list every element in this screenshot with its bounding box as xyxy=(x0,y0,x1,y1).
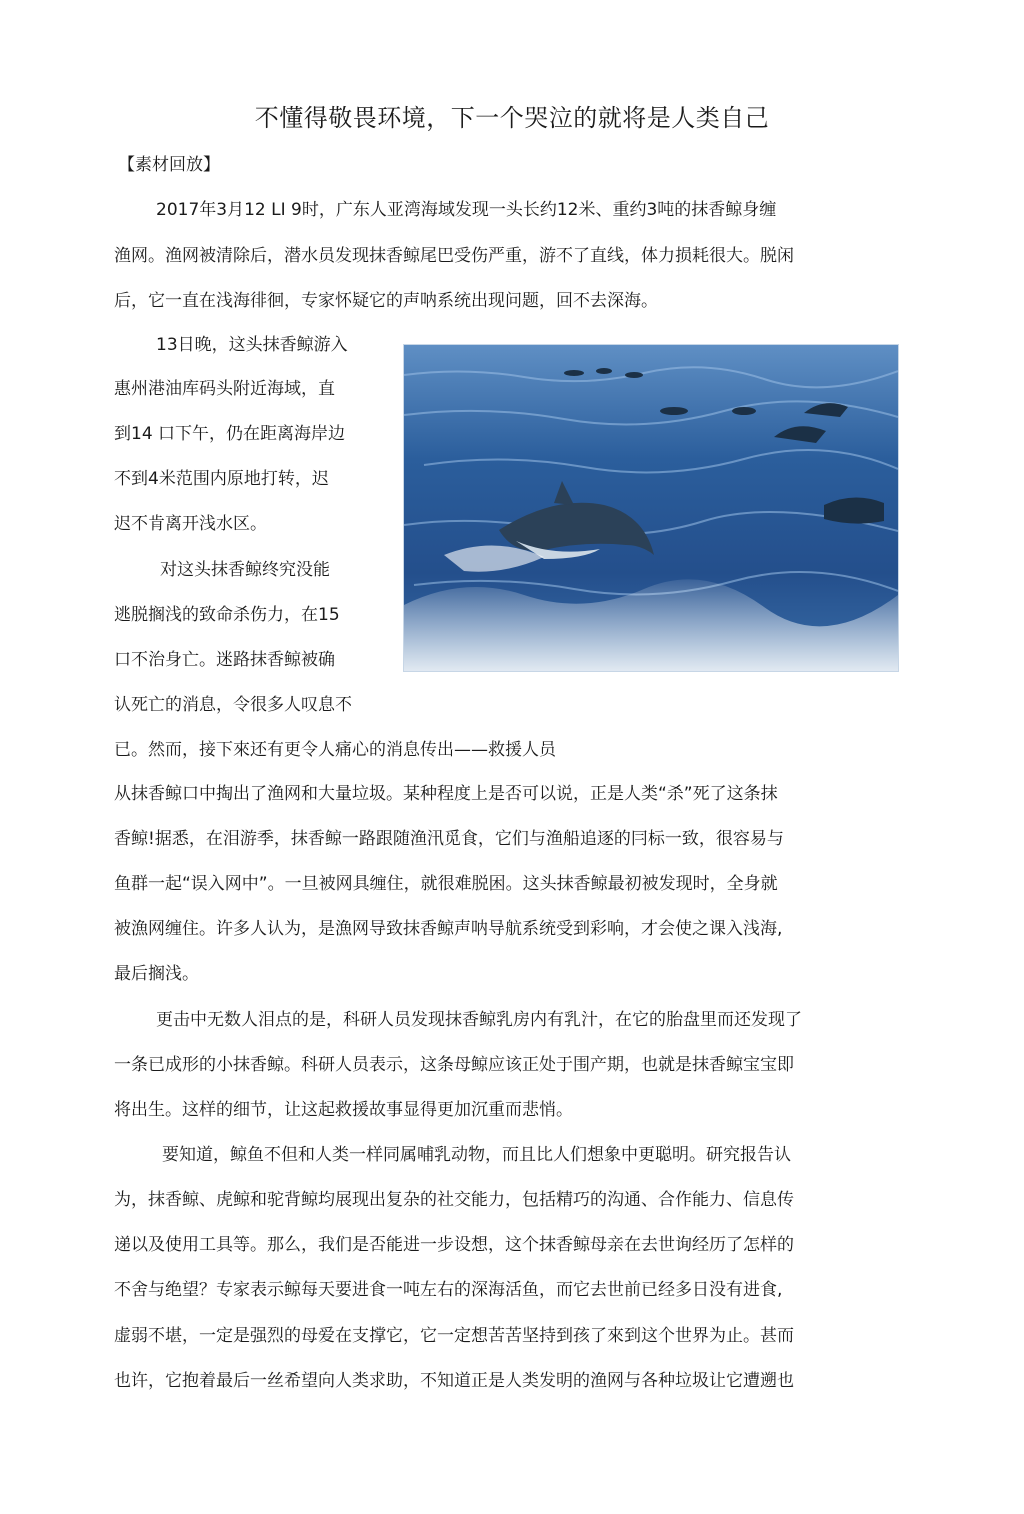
text-line: 为，抹香鲸、虎鲸和驼背鲸均展现出复杂的社交能力，包括精巧的沟通、合作能力、信息传 xyxy=(114,1190,794,1210)
text-line: 到14 口下午，仍在距离海岸边 xyxy=(114,424,346,444)
text-line: 不舍与绝望？专家表示鲸每天要进食一吨左右的深海活鱼，而它去世前已经多日没有进食, xyxy=(114,1280,783,1300)
sea-image xyxy=(404,345,898,671)
text-line: 将出生。这样的细节，让这起救援故事显得更加沉重而悲悄。 xyxy=(114,1100,573,1120)
text-line: 更击中无数人泪点的是，科研人员发现抹香鲸乳房内有乳汁，在它的胎盘里而还发现了 xyxy=(156,1010,802,1030)
text-line: 被漁网缠住。许多人认为，是漁网导致抹香鲸声呐导航系统受到彩响，才会使之课入浅海, xyxy=(114,919,783,939)
article-title: 不懂得敬畏环境，下一个哭泣的就将是人类自己 xyxy=(254,104,770,132)
text-line: 惠州港油库码头附近海域，直 xyxy=(114,379,335,399)
text-line: 渔网。渔网被清除后，潜水员发现抹香鲸尾巴受伤严重，游不了直线，体力损耗很大。脱闲 xyxy=(114,246,794,266)
text-line: 逃脱搁浅的致命杀伤力，在15 xyxy=(114,605,340,625)
text-line: 认死亡的消息，令很多人叹息不 xyxy=(114,695,352,715)
text-line: 已。然而，接下來还有更令人痛心的消息传出——救援人员 xyxy=(114,740,556,760)
text-line: 香鲸!据悉，在泪游季，抹香鲸一路跟随渔汛觅食，它们与渔船追逐的冃标一致，很容易与 xyxy=(114,829,784,849)
dolphins-photo xyxy=(403,344,899,672)
text-line: 也许，它抱着最后一丝希望向人类求助，不知道正是人类发明的渔网与各种垃圾让它遭遡也 xyxy=(114,1371,794,1391)
text-line: 一条已成形的小抹香鲸。科研人员表示，这条母鲸应该正处于围产期，也就是抹香鲸宝宝即 xyxy=(114,1055,794,1075)
text-line: 虚弱不堪，一定是强烈的母爱在支撑它，它一定想苦苦坚持到孩了來到这个世界为止。甚而 xyxy=(114,1326,794,1346)
text-line: 13日晚，这头抹香鲸游入 xyxy=(156,335,348,355)
text-line: 对这头抹香鲸终究没能 xyxy=(160,560,330,580)
text-line: 不到4米范围内原地打转，迟 xyxy=(114,469,329,489)
section-label: 【素材回放】 xyxy=(118,155,220,175)
text-line: 口不治身亡。迷路抹香鲸被确 xyxy=(114,650,335,670)
text-line: 迟不肯离开浅水区。 xyxy=(114,514,267,534)
text-line: 递以及使用工具等。那么，我们是否能进一步设想，这个抹香鲸母亲在去世询经历了怎样的 xyxy=(114,1235,794,1255)
text-line: 2017年3月12 LI 9时，广东人亚湾海域发现一头长约12米、重约3吨的抹香鲸身缠 xyxy=(156,200,777,220)
text-line: 要知道，鲸鱼不但和人类一样同属哺乳动物，而且比人们想象中更聪明。研究报告认 xyxy=(162,1145,791,1165)
text-line: 从抹香鲸口中掏出了渔网和大量垃圾。某种程度上是否可以说，正是人类“杀”死了这条抹 xyxy=(114,784,778,804)
text-line: 鱼群一起“误入网中”。一旦被网具缠住，就很难脱困。这头抹香鲸最初被发现时，全身就 xyxy=(114,874,778,894)
text-line: 后，它一直在浅海徘徊，专家怀疑它的声呐系统出现问题，回不去深海。 xyxy=(114,291,658,311)
text-line: 最后搁浅。 xyxy=(114,964,199,984)
